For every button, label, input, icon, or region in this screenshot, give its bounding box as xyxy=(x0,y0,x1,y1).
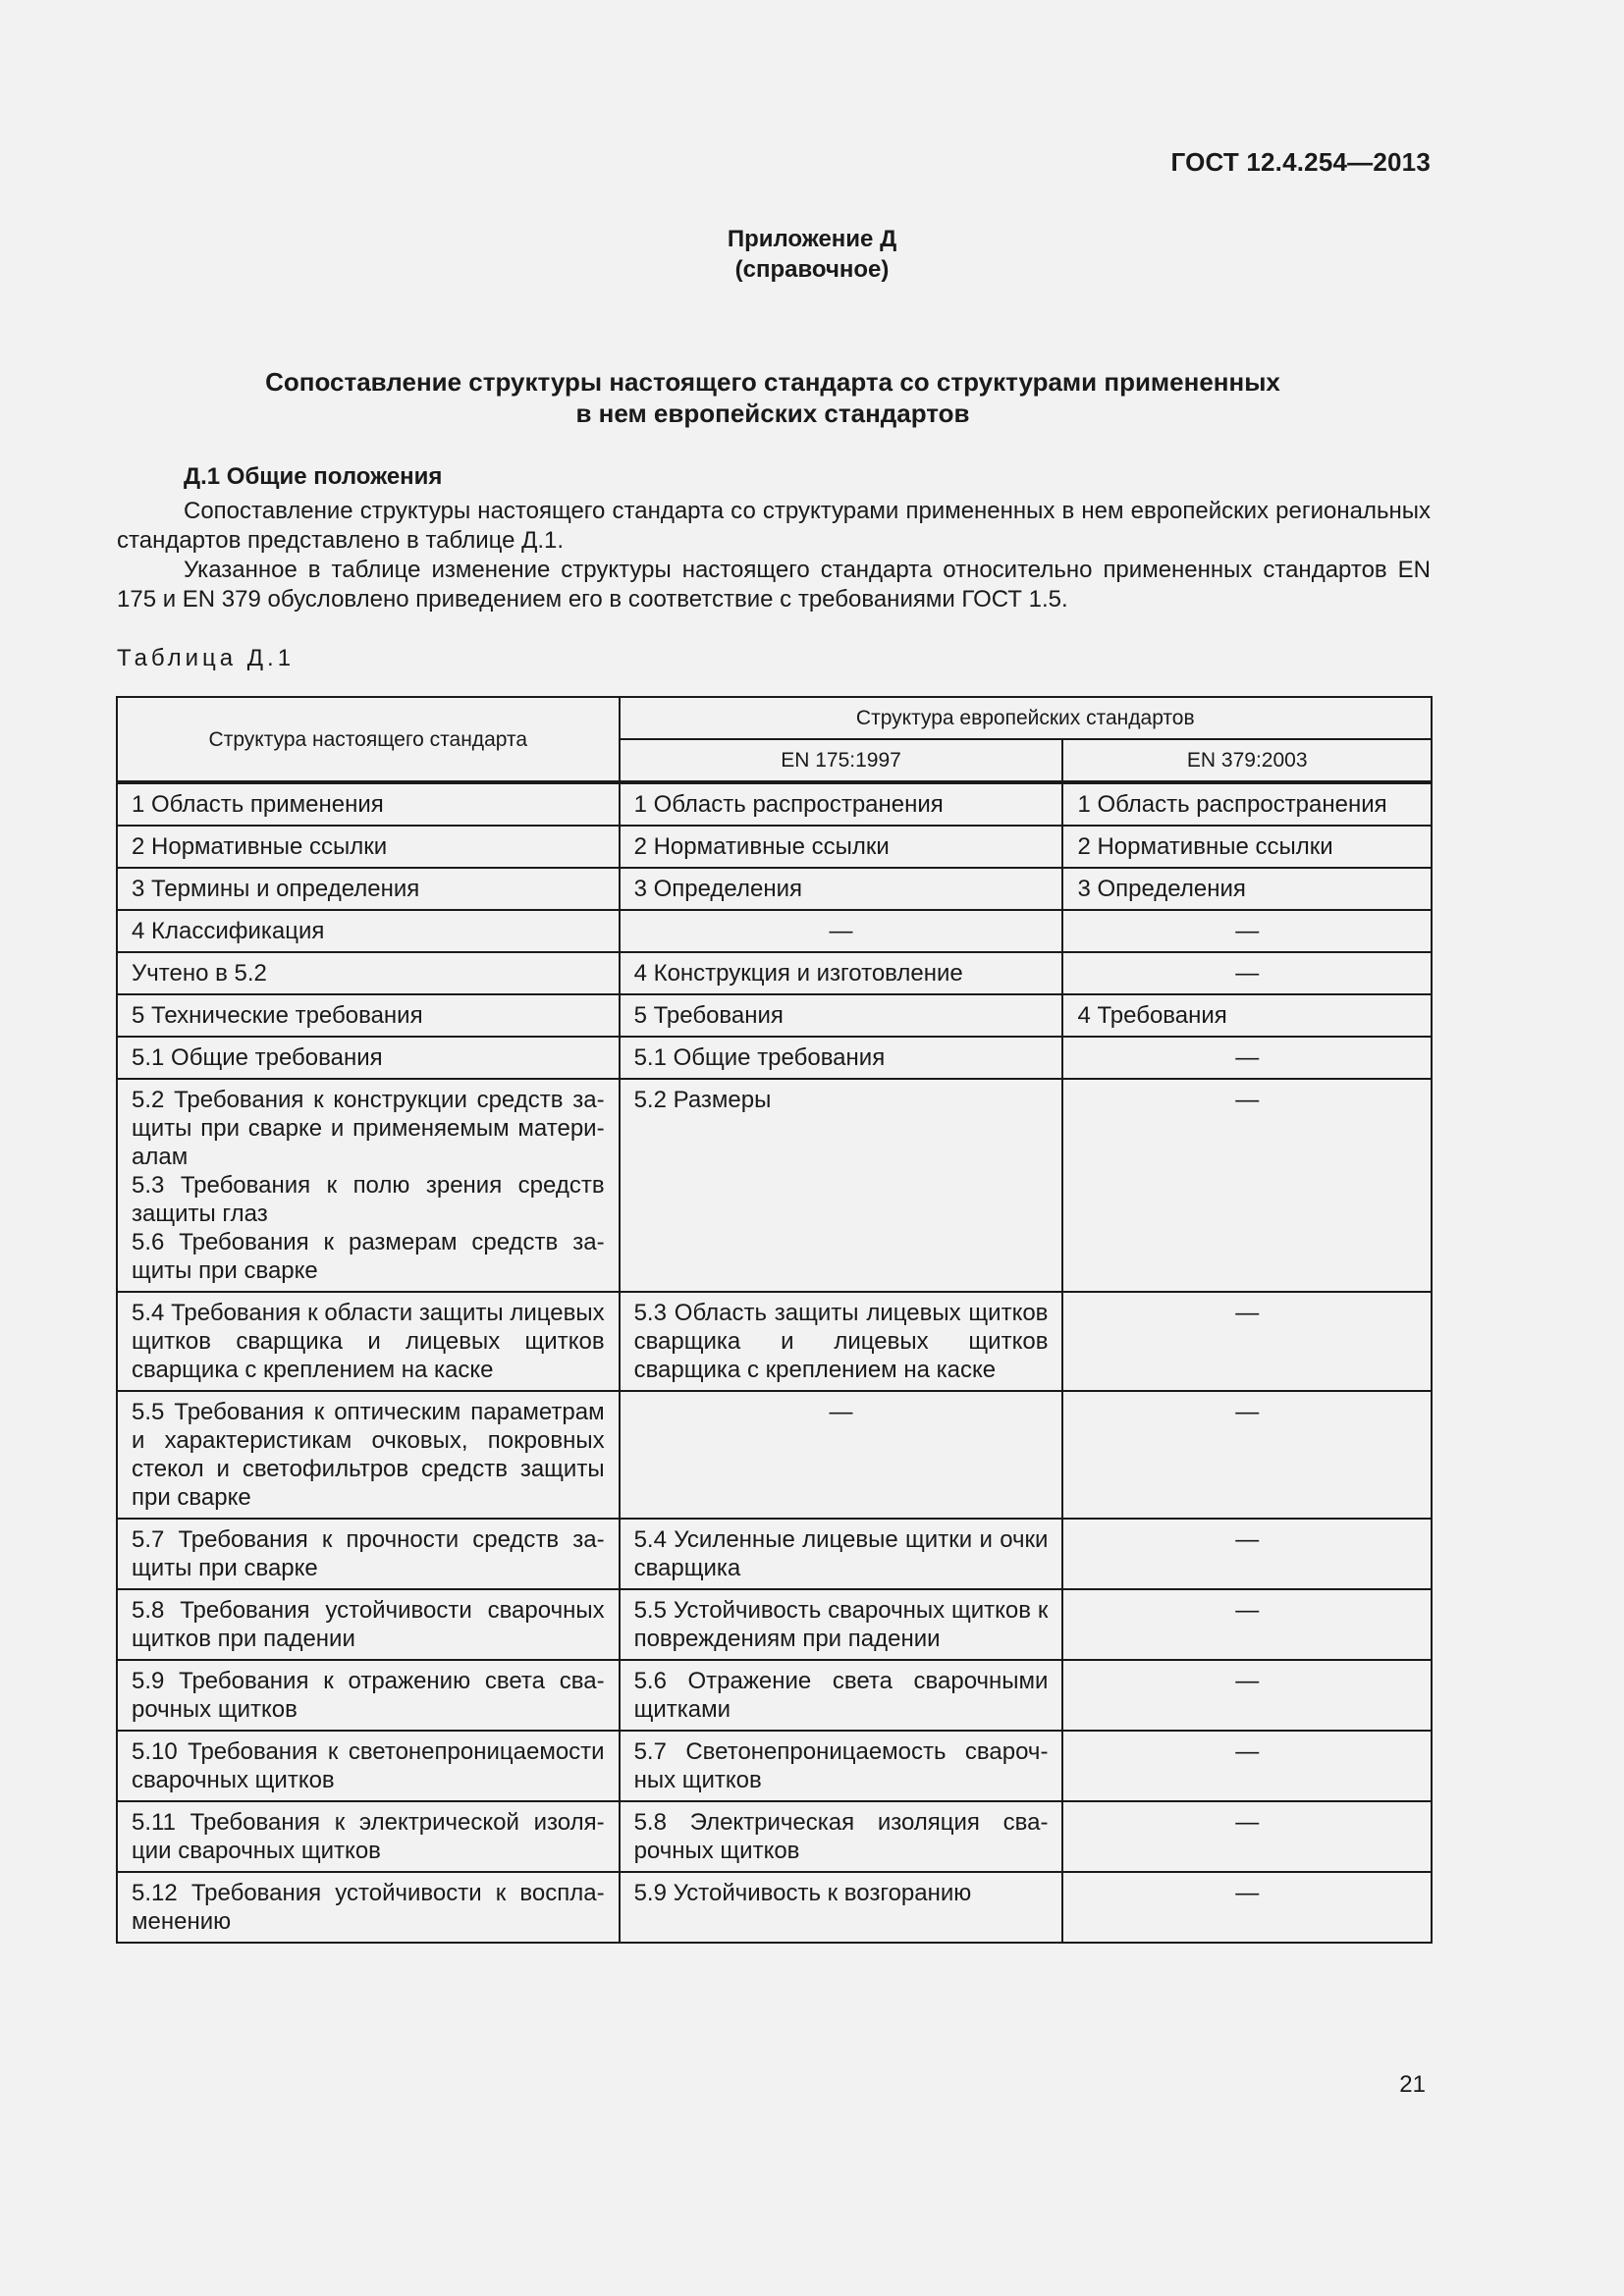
table-row xyxy=(117,910,1432,952)
cell-current: 5.5 Требования к оптическим параметрам и характеристикам очковых, покровных стекол и светофильтров средств защиты при сварке xyxy=(117,1391,620,1519)
cell-current: 5.4 Требования к области защиты лицевых щитков сварщика и лицевых щитков сварщика с креплением на каске xyxy=(117,1292,620,1391)
cell-en379: — xyxy=(1062,952,1432,994)
cell-en175: 5.8 Электрическая изоляция сварочных щитков xyxy=(620,1801,1063,1872)
table-row xyxy=(117,1037,1432,1079)
section-heading: Д.1 Общие положения xyxy=(184,463,443,490)
cell-en175: 3 Определения xyxy=(620,868,1063,910)
cell-current: 5.11 Требования к электрической изоляции сварочных щитков xyxy=(117,1801,620,1872)
table-row xyxy=(117,994,1432,1037)
cell-en379: — xyxy=(1062,1037,1432,1079)
cell-en175: 5.5 Устойчивость сварочных щитков к повреждениям при падении xyxy=(620,1589,1063,1660)
cell-en379: — xyxy=(1062,1801,1432,1872)
cell-en175: 4 Конструкция и изготовление xyxy=(620,952,1063,994)
header-en175: EN 175:1997 xyxy=(620,739,1063,782)
table-row xyxy=(117,1872,1432,1943)
cell-en379: — xyxy=(1062,1660,1432,1731)
cell-current: 5.10 Требования к светонепроницаемости сварочных щитков xyxy=(117,1731,620,1801)
cell-current: 5.8 Требования устойчивости сварочных щитков при падении xyxy=(117,1589,620,1660)
cell-en175: 5.6 Отражение света сварочными щитками xyxy=(620,1660,1063,1731)
cell-current: 4 Классификация xyxy=(117,910,620,952)
cell-current: 3 Термины и определения xyxy=(117,868,620,910)
standard-code: ГОСТ 12.4.254—2013 xyxy=(1170,147,1431,177)
cell-current: 2 Нормативные ссылки xyxy=(117,826,620,868)
cell-en175: — xyxy=(620,1391,1063,1519)
appendix-heading xyxy=(0,224,1624,285)
header-en379: EN 379:2003 xyxy=(1062,739,1432,782)
cell-current: 5.7 Требования к прочности средств защиты при сварке xyxy=(117,1519,620,1589)
correspondence-table xyxy=(116,696,1433,1944)
cell-en379: — xyxy=(1062,1391,1432,1519)
cell-en175: 2 Нормативные ссылки xyxy=(620,826,1063,868)
cell-en379: — xyxy=(1062,1292,1432,1391)
cell-en379: 4 Требования xyxy=(1062,994,1432,1037)
document-title xyxy=(0,366,1545,429)
cell-en379: — xyxy=(1062,910,1432,952)
cell-en379: — xyxy=(1062,1589,1432,1660)
cell-en379: 1 Область распространения xyxy=(1062,782,1432,826)
cell-current: 5.1 Общие требования xyxy=(117,1037,620,1079)
table-row xyxy=(117,952,1432,994)
paragraph-1: Сопоставление структуры настоящего стандарта со структурами примененных в нем европейских региональных стандартов представлено в таблице Д.1. xyxy=(117,498,1431,554)
table-row xyxy=(117,1660,1432,1731)
appendix-type: (справочное) xyxy=(734,256,890,283)
table-row xyxy=(117,782,1432,826)
table-caption: Таблица Д.1 xyxy=(117,645,296,671)
cell-en175: 5 Требования xyxy=(620,994,1063,1037)
cell-en175: 5.1 Общие требования xyxy=(620,1037,1063,1079)
paragraph-2: Указанное в таблице изменение структуры настоящего стандарта относительно примененных стандартов EN 175 и EN 379 обусловлено приведением его в соответствие с требованиями ГОСТ 1.5. xyxy=(117,557,1431,613)
table-row xyxy=(117,1079,1432,1292)
cell-en379: 3 Определения xyxy=(1062,868,1432,910)
cell-current: 5.9 Требования к отражению света сварочных щитков xyxy=(117,1660,620,1731)
cell-current: 5.2 Требования к конструкции средств защиты при сварке и применяемым материалам 5.3 Требования к полю зрения средств защиты глаз 5.6 Требования к размерам средств защиты при сварке xyxy=(117,1079,620,1292)
table-row xyxy=(117,1589,1432,1660)
table-row xyxy=(117,826,1432,868)
table-row xyxy=(117,1391,1432,1519)
table-body xyxy=(117,782,1432,1943)
table-row xyxy=(117,1519,1432,1589)
cell-en379: — xyxy=(1062,1079,1432,1292)
cell-en379: — xyxy=(1062,1731,1432,1801)
title-line-1: Сопоставление структуры настоящего стандарта со структурами примененных xyxy=(265,367,1280,397)
cell-en379: 2 Нормативные ссылки xyxy=(1062,826,1432,868)
cell-current: 1 Область применения xyxy=(117,782,620,826)
header-european-structure: Структура европейских стандартов xyxy=(620,697,1432,739)
cell-en175: 5.2 Размеры xyxy=(620,1079,1063,1292)
appendix-label: Приложение Д xyxy=(727,226,897,252)
cell-en379: — xyxy=(1062,1872,1432,1943)
header-current-structure: Структура настоящего стандарта xyxy=(117,697,620,782)
cell-en379: — xyxy=(1062,1519,1432,1589)
table-row xyxy=(117,1801,1432,1872)
page-number: 21 xyxy=(1399,2071,1426,2098)
cell-current: 5.12 Требования устойчивости к воспламенению xyxy=(117,1872,620,1943)
title-line-2: в нем европейских стандартов xyxy=(575,399,970,428)
table-row xyxy=(117,1731,1432,1801)
table-row xyxy=(117,868,1432,910)
cell-en175: 1 Область распространения xyxy=(620,782,1063,826)
cell-current: 5 Технические требования xyxy=(117,994,620,1037)
cell-en175: — xyxy=(620,910,1063,952)
cell-en175: 5.7 Светонепроницаемость сварочных щитков xyxy=(620,1731,1063,1801)
cell-current: Учтено в 5.2 xyxy=(117,952,620,994)
cell-en175: 5.3 Область защиты лицевых щитков сварщика и лицевых щитков сварщика с креплением на каске xyxy=(620,1292,1063,1391)
cell-en175: 5.9 Устойчивость к возгоранию xyxy=(620,1872,1063,1943)
cell-en175: 5.4 Усиленные лицевые щитки и очки сварщика xyxy=(620,1519,1063,1589)
table-row xyxy=(117,1292,1432,1391)
